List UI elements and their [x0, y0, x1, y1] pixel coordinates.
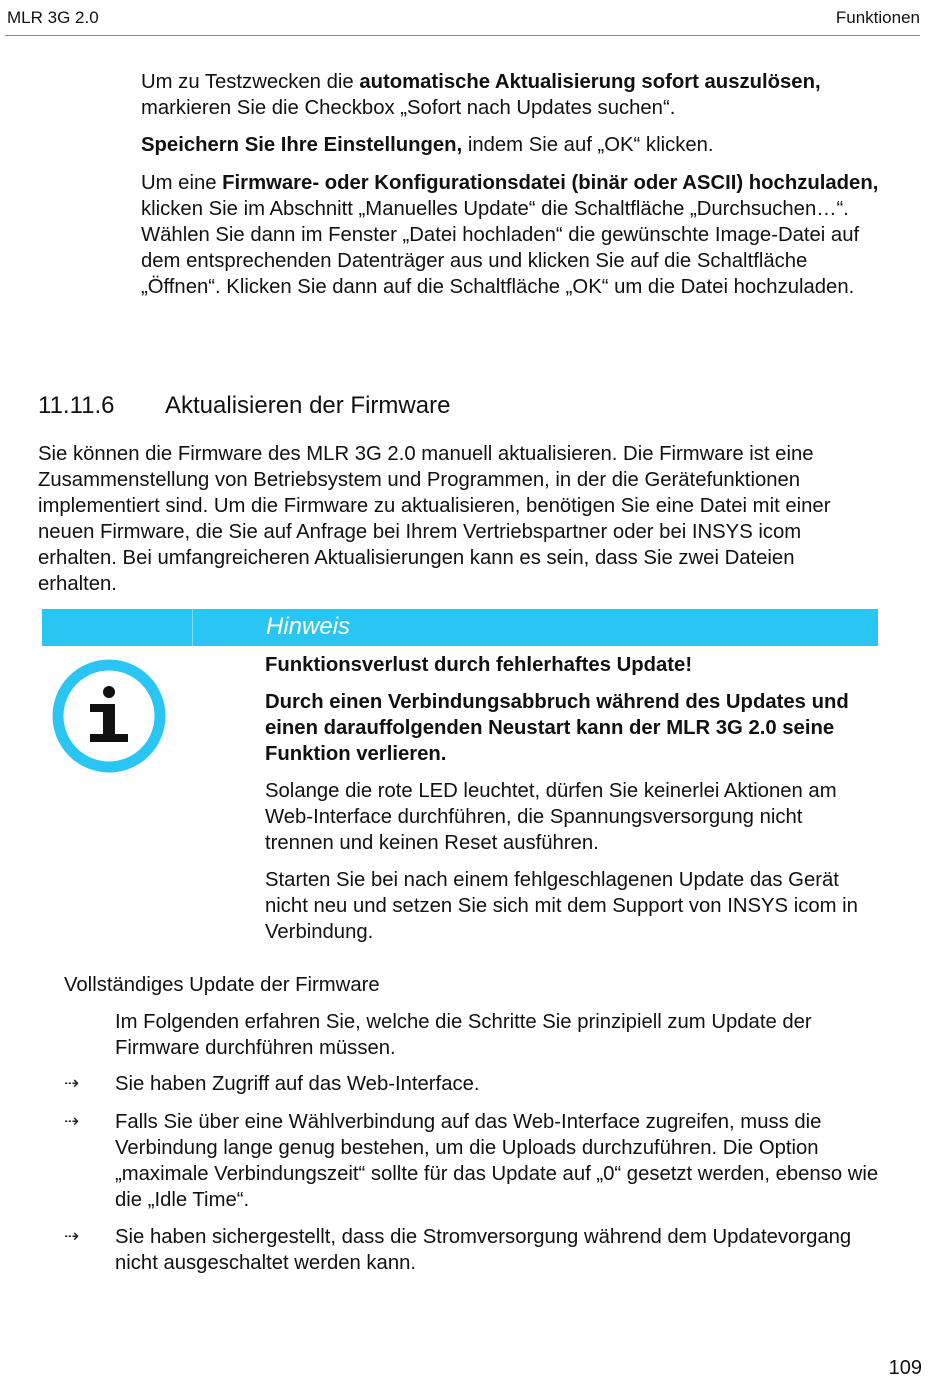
list-item: Sie haben sichergestellt, dass die Stromversorgung während dem Updatevorgang nicht ausgeschaltet werden kann.	[115, 1226, 852, 1274]
info-icon	[52, 659, 166, 773]
note-support-instruction: Starten Sie bei nach einem fehlgeschlagenen Update das Gerät nicht neu und setzen Sie sich mit dem Support von INSYS icom in Verbindung.	[265, 869, 858, 943]
bullet-arrow-icon: ⇢	[64, 1226, 80, 1246]
bullet-arrow-icon: ⇢	[64, 1111, 80, 1131]
header-document-title: MLR 3G 2.0	[7, 8, 99, 27]
bullet-arrow-icon: ⇢	[64, 1073, 80, 1093]
section-body: Sie können die Firmware des MLR 3G 2.0 manuell aktualisieren. Die Firmware ist eine Zusammenstellung von Betriebsystem und Programmen, in der die Gerätefunktionen implementiert sind. Um die Firmware zu aktualisieren, benötigen Sie eine Datei mit einer neuen Firmware, die Sie auf Anfrage bei Ihrem Vertriebspartner oder bei INSYS icom erhalten. Bei umfangreicheren Aktualisierungen kann es sein, dass Sie zwei Dateien erhalten.	[38, 443, 831, 595]
section-title: Aktualisieren der Firmware	[165, 392, 451, 419]
intro-paragraph-3: Um eine Firmware- oder Konfigurationsdatei (binär oder ASCII) hochzuladen, klicken Sie im Abschnitt „Manuelles Update“ die Schaltfläche „Durchsuchen…“. Wählen Sie dann im Fenster „Datei hochladen“ die gewünschte Image-Datei auf dem entsprechenden Datenträger aus und klicken Sie auf die Schaltfläche „Öffnen“. Klicken Sie dann auf die Schaltfläche „OK“ um die Datei hochzuladen.	[141, 172, 879, 298]
header-divider	[5, 35, 920, 36]
section-heading	[38, 391, 450, 421]
note-header-bar	[42, 609, 878, 646]
page-number: 109	[888, 1357, 922, 1379]
list-item: Sie haben Zugriff auf das Web-Interface.	[115, 1073, 480, 1095]
note-warning-detail: Durch einen Verbindungsabbruch während des Updates und einen darauffolgenden Neustart kann der MLR 3G 2.0 seine Funktion verlieren.	[265, 691, 849, 765]
intro-paragraph-1: Um zu Testzwecken die automatische Aktualisierung sofort auszulösen, markieren Sie die Checkbox „Sofort nach Updates suchen“.	[141, 71, 821, 119]
header-chapter-title: Funktionen	[835, 8, 920, 27]
update-subheading: Vollständiges Update der Firmware	[64, 974, 380, 996]
note-warning-headline: Funktionsverlust durch fehlerhaftes Update!	[265, 654, 693, 676]
update-intro: Im Folgenden erfahren Sie, welche die Schritte Sie prinzipiell zum Update der Firmware durchführen müssen.	[115, 1011, 812, 1059]
note-header-left-cell	[42, 609, 193, 646]
section-number: 11.11.6	[38, 392, 115, 419]
note-title: Hinweis	[266, 613, 351, 640]
note-led-instruction: Solange die rote LED leuchtet, dürfen Sie keinerlei Aktionen am Web-Interface durchführen, die Spannungsversorgung nicht trennen und keinen Reset ausführen.	[265, 780, 837, 854]
list-item: Falls Sie über eine Wählverbindung auf das Web-Interface zugreifen, muss die Verbindung lange genug bestehen, um die Uploads durchzuführen. Die Option „maximale Verbindungszeit“ sollte für das Update auf „0“ gesetzt werden, ebenso wie die „Idle Time“.	[115, 1111, 879, 1211]
intro-paragraph-2: Speichern Sie Ihre Einstellungen, indem Sie auf „OK“ klicken.	[141, 134, 714, 156]
